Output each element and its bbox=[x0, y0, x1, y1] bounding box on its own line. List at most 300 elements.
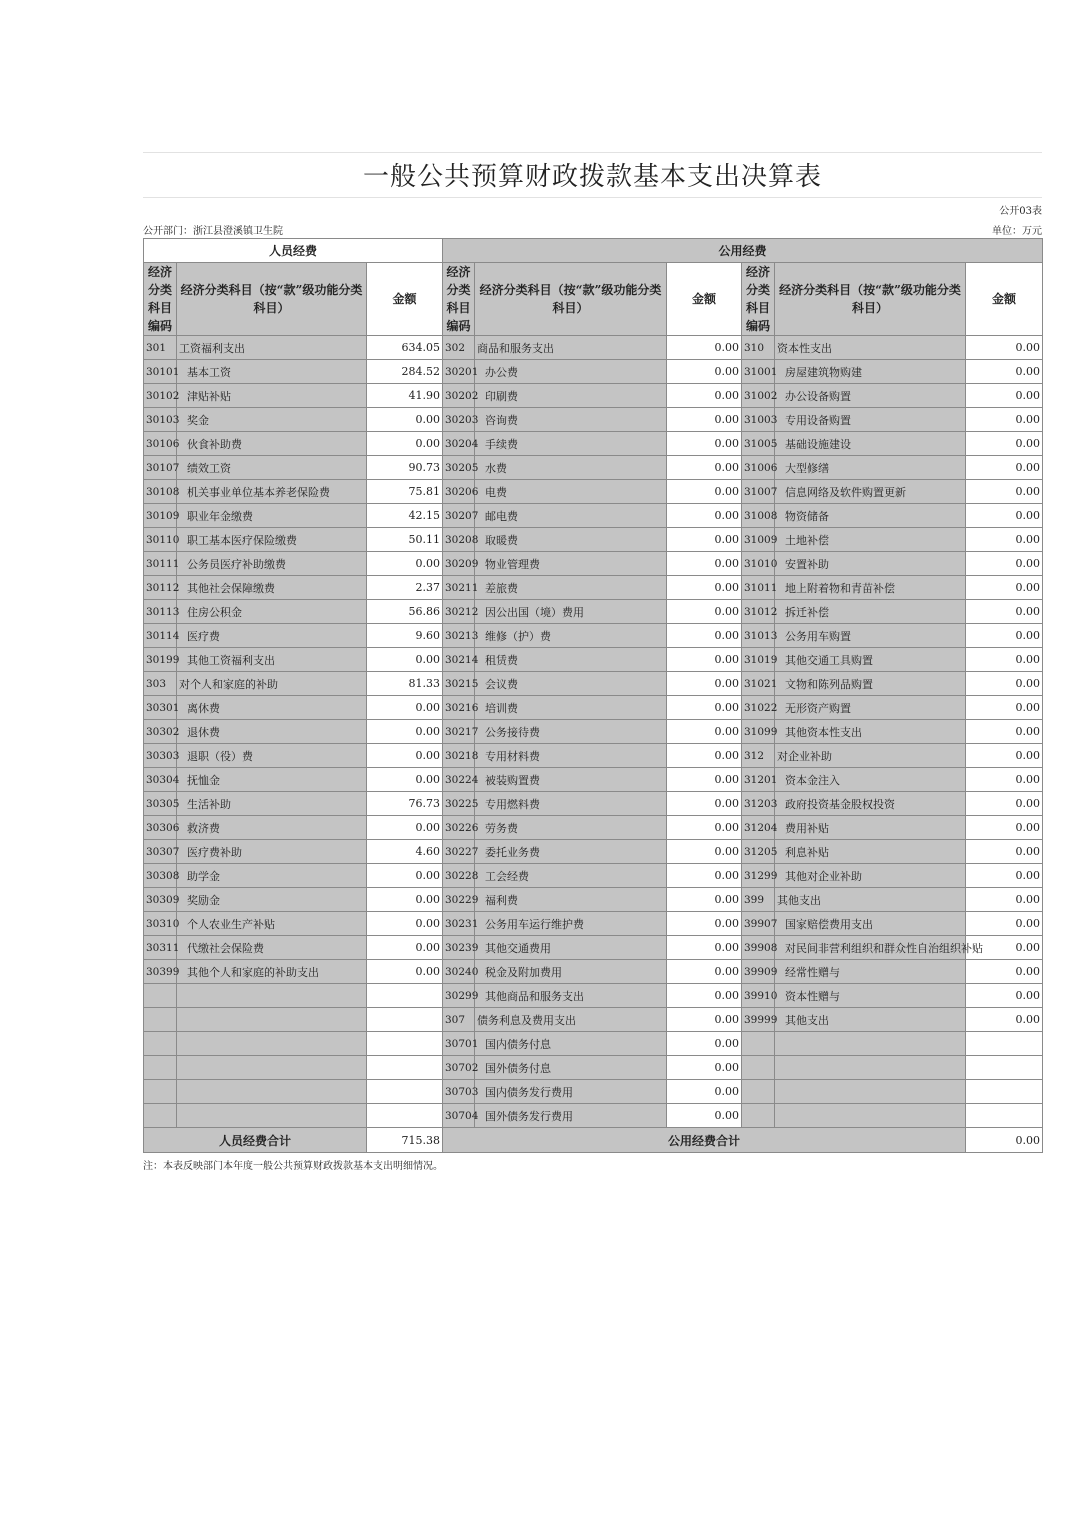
name-cell: 职业年金缴费 bbox=[177, 504, 367, 528]
table-row bbox=[144, 456, 1043, 480]
amount-cell: 0.00 bbox=[966, 864, 1043, 888]
name-cell: 医疗费 bbox=[177, 624, 367, 648]
table-body bbox=[144, 336, 1043, 1128]
public-total-value: 0.00 bbox=[966, 1128, 1043, 1153]
name-cell: 土地补偿 bbox=[775, 528, 966, 552]
name-cell: 住房公积金 bbox=[177, 600, 367, 624]
name-cell: 文物和陈列品购置 bbox=[775, 672, 966, 696]
amount-cell: 76.73 bbox=[367, 792, 443, 816]
code-cell: 30217 bbox=[443, 720, 475, 744]
name-cell: 印刷费 bbox=[475, 384, 667, 408]
name-cell: 对企业补助 bbox=[775, 744, 966, 768]
table-row bbox=[144, 1032, 1043, 1056]
amount-cell: 0.00 bbox=[667, 888, 742, 912]
table-row bbox=[144, 840, 1043, 864]
department-label: 公开部门：浙江县澄溪镇卫生院 bbox=[143, 226, 283, 237]
code-cell: 30218 bbox=[443, 744, 475, 768]
table-row bbox=[144, 576, 1043, 600]
amount-cell: 0.00 bbox=[966, 984, 1043, 1008]
name-cell bbox=[177, 1032, 367, 1056]
code-cell: 30301 bbox=[144, 696, 177, 720]
name-cell: 公务员医疗补助缴费 bbox=[177, 552, 367, 576]
code-cell: 31002 bbox=[742, 384, 775, 408]
code-cell: 30239 bbox=[443, 936, 475, 960]
code-cell bbox=[144, 1008, 177, 1032]
unit-label: 单位：万元 bbox=[992, 226, 1042, 237]
name-cell: 债务利息及费用支出 bbox=[475, 1008, 667, 1032]
header-code: 经济分类科目编码 bbox=[742, 263, 775, 336]
table-row bbox=[144, 480, 1043, 504]
amount-cell: 0.00 bbox=[966, 792, 1043, 816]
amount-cell: 0.00 bbox=[966, 744, 1043, 768]
amount-cell: 75.81 bbox=[367, 480, 443, 504]
amount-cell: 0.00 bbox=[966, 552, 1043, 576]
code-cell: 30112 bbox=[144, 576, 177, 600]
code-cell: 30308 bbox=[144, 864, 177, 888]
name-cell: 机关事业单位基本养老保险费 bbox=[177, 480, 367, 504]
amount-cell: 0.00 bbox=[667, 504, 742, 528]
expenditure-sheet bbox=[143, 152, 1042, 1172]
totals-row bbox=[144, 1128, 1043, 1153]
code-cell: 30399 bbox=[144, 960, 177, 984]
table-row bbox=[144, 504, 1043, 528]
amount-cell: 0.00 bbox=[966, 624, 1043, 648]
code-cell: 30299 bbox=[443, 984, 475, 1008]
amount-cell: 0.00 bbox=[667, 480, 742, 504]
name-cell: 离休费 bbox=[177, 696, 367, 720]
name-cell bbox=[177, 1104, 367, 1128]
amount-cell: 0.00 bbox=[367, 912, 443, 936]
code-cell: 30106 bbox=[144, 432, 177, 456]
name-cell: 其他支出 bbox=[775, 1008, 966, 1032]
code-cell: 31011 bbox=[742, 576, 775, 600]
name-cell: 劳务费 bbox=[475, 816, 667, 840]
table-row bbox=[144, 1104, 1043, 1128]
name-cell: 费用补贴 bbox=[775, 816, 966, 840]
code-cell: 31006 bbox=[742, 456, 775, 480]
name-cell bbox=[177, 1056, 367, 1080]
name-cell: 医疗费补助 bbox=[177, 840, 367, 864]
amount-cell: 0.00 bbox=[667, 744, 742, 768]
table-row bbox=[144, 744, 1043, 768]
amount-cell: 0.00 bbox=[667, 816, 742, 840]
name-cell: 专用燃料费 bbox=[475, 792, 667, 816]
name-cell: 生活补助 bbox=[177, 792, 367, 816]
name-cell: 救济费 bbox=[177, 816, 367, 840]
name-cell: 福利费 bbox=[475, 888, 667, 912]
code-cell: 31013 bbox=[742, 624, 775, 648]
code-cell: 31299 bbox=[742, 864, 775, 888]
amount-cell: 0.00 bbox=[667, 912, 742, 936]
code-cell: 31009 bbox=[742, 528, 775, 552]
amount-cell: 50.11 bbox=[367, 528, 443, 552]
table-row bbox=[144, 600, 1043, 624]
amount-cell: 0.00 bbox=[367, 408, 443, 432]
code-cell: 30103 bbox=[144, 408, 177, 432]
name-cell: 伙食补助费 bbox=[177, 432, 367, 456]
amount-cell: 0.00 bbox=[966, 576, 1043, 600]
code-cell: 30113 bbox=[144, 600, 177, 624]
name-cell: 拆迁补偿 bbox=[775, 600, 966, 624]
code-cell: 30240 bbox=[443, 960, 475, 984]
code-cell: 30216 bbox=[443, 696, 475, 720]
code-cell: 30208 bbox=[443, 528, 475, 552]
code-cell bbox=[742, 1056, 775, 1080]
name-cell: 无形资产购置 bbox=[775, 696, 966, 720]
table-row bbox=[144, 672, 1043, 696]
name-cell: 邮电费 bbox=[475, 504, 667, 528]
code-cell: 31021 bbox=[742, 672, 775, 696]
code-cell: 30303 bbox=[144, 744, 177, 768]
code-cell: 30305 bbox=[144, 792, 177, 816]
table-number-row bbox=[143, 198, 1042, 218]
code-cell: 30110 bbox=[144, 528, 177, 552]
amount-cell: 0.00 bbox=[667, 984, 742, 1008]
amount-cell bbox=[966, 1032, 1043, 1056]
header-code: 经济分类科目编码 bbox=[144, 263, 177, 336]
code-cell: 31204 bbox=[742, 816, 775, 840]
name-cell: 其他社会保障缴费 bbox=[177, 576, 367, 600]
code-cell: 30212 bbox=[443, 600, 475, 624]
amount-cell: 0.00 bbox=[667, 864, 742, 888]
table-row bbox=[144, 552, 1043, 576]
code-cell: 31022 bbox=[742, 696, 775, 720]
name-cell: 公务用车购置 bbox=[775, 624, 966, 648]
code-cell: 30226 bbox=[443, 816, 475, 840]
table-row bbox=[144, 696, 1043, 720]
code-cell: 30311 bbox=[144, 936, 177, 960]
amount-cell: 0.00 bbox=[966, 936, 1043, 960]
code-cell bbox=[144, 1104, 177, 1128]
name-cell: 资本金注入 bbox=[775, 768, 966, 792]
amount-cell: 0.00 bbox=[367, 720, 443, 744]
table-row bbox=[144, 960, 1043, 984]
code-cell: 30108 bbox=[144, 480, 177, 504]
table-row bbox=[144, 912, 1043, 936]
amount-cell bbox=[367, 1080, 443, 1104]
name-cell: 委托业务费 bbox=[475, 840, 667, 864]
code-cell: 30203 bbox=[443, 408, 475, 432]
code-cell: 303 bbox=[144, 672, 177, 696]
name-cell: 抚恤金 bbox=[177, 768, 367, 792]
name-cell: 差旅费 bbox=[475, 576, 667, 600]
header-amount: 金额 bbox=[667, 263, 742, 336]
name-cell: 维修（护）费 bbox=[475, 624, 667, 648]
amount-cell: 0.00 bbox=[966, 480, 1043, 504]
code-cell: 30702 bbox=[443, 1056, 475, 1080]
name-cell: 大型修缮 bbox=[775, 456, 966, 480]
code-cell: 31019 bbox=[742, 648, 775, 672]
code-cell: 30302 bbox=[144, 720, 177, 744]
code-cell bbox=[144, 1080, 177, 1104]
amount-cell: 0.00 bbox=[367, 864, 443, 888]
code-cell: 30201 bbox=[443, 360, 475, 384]
code-cell bbox=[144, 1056, 177, 1080]
amount-cell: 0.00 bbox=[966, 960, 1043, 984]
table-row bbox=[144, 528, 1043, 552]
name-cell bbox=[775, 1104, 966, 1128]
amount-cell: 0.00 bbox=[367, 888, 443, 912]
footnote: 注：本表反映部门本年度一般公共预算财政拨款基本支出明细情况。 bbox=[143, 1161, 443, 1172]
code-cell: 302 bbox=[443, 336, 475, 360]
name-cell: 奖金 bbox=[177, 408, 367, 432]
amount-cell: 90.73 bbox=[367, 456, 443, 480]
name-cell: 资本性赠与 bbox=[775, 984, 966, 1008]
header-name: 经济分类科目（按“款”级功能分类科目） bbox=[475, 263, 667, 336]
amount-cell: 42.15 bbox=[367, 504, 443, 528]
personnel-total-label: 人员经费合计 bbox=[144, 1128, 367, 1153]
code-cell: 30704 bbox=[443, 1104, 475, 1128]
amount-cell: 0.00 bbox=[966, 600, 1043, 624]
amount-cell bbox=[367, 1056, 443, 1080]
amount-cell: 0.00 bbox=[667, 936, 742, 960]
code-cell: 30310 bbox=[144, 912, 177, 936]
amount-cell: 0.00 bbox=[667, 360, 742, 384]
amount-cell: 0.00 bbox=[667, 720, 742, 744]
name-cell: 国外债务付息 bbox=[475, 1056, 667, 1080]
amount-cell bbox=[966, 1104, 1043, 1128]
name-cell: 工资福利支出 bbox=[177, 336, 367, 360]
amount-cell: 0.00 bbox=[667, 552, 742, 576]
amount-cell: 0.00 bbox=[667, 408, 742, 432]
name-cell: 对民间非营利组织和群众性自治组织补贴 bbox=[775, 936, 966, 960]
code-cell: 30307 bbox=[144, 840, 177, 864]
code-cell: 301 bbox=[144, 336, 177, 360]
name-cell: 公务用车运行维护费 bbox=[475, 912, 667, 936]
code-cell: 31205 bbox=[742, 840, 775, 864]
name-cell: 政府投资基金股权投资 bbox=[775, 792, 966, 816]
code-cell: 399 bbox=[742, 888, 775, 912]
amount-cell: 0.00 bbox=[367, 696, 443, 720]
header-name: 经济分类科目（按“款”级功能分类科目） bbox=[177, 263, 367, 336]
name-cell: 退休费 bbox=[177, 720, 367, 744]
amount-cell: 0.00 bbox=[966, 672, 1043, 696]
amount-cell: 0.00 bbox=[966, 456, 1043, 480]
name-cell: 物业管理费 bbox=[475, 552, 667, 576]
name-cell: 会议费 bbox=[475, 672, 667, 696]
name-cell: 基本工资 bbox=[177, 360, 367, 384]
code-cell: 30304 bbox=[144, 768, 177, 792]
code-cell: 30215 bbox=[443, 672, 475, 696]
name-cell: 地上附着物和青苗补偿 bbox=[775, 576, 966, 600]
amount-cell: 0.00 bbox=[966, 408, 1043, 432]
table-row bbox=[144, 1056, 1043, 1080]
amount-cell: 0.00 bbox=[966, 888, 1043, 912]
table-row bbox=[144, 768, 1043, 792]
amount-cell: 0.00 bbox=[667, 432, 742, 456]
code-cell: 30111 bbox=[144, 552, 177, 576]
amount-cell bbox=[367, 984, 443, 1008]
amount-cell: 0.00 bbox=[667, 1104, 742, 1128]
code-cell: 30102 bbox=[144, 384, 177, 408]
name-cell: 经常性赠与 bbox=[775, 960, 966, 984]
header-amount: 金额 bbox=[966, 263, 1043, 336]
name-cell: 因公出国（境）费用 bbox=[475, 600, 667, 624]
name-cell: 取暖费 bbox=[475, 528, 667, 552]
name-cell: 资本性支出 bbox=[775, 336, 966, 360]
amount-cell: 0.00 bbox=[367, 552, 443, 576]
code-cell: 30229 bbox=[443, 888, 475, 912]
name-cell: 办公费 bbox=[475, 360, 667, 384]
amount-cell: 9.60 bbox=[367, 624, 443, 648]
amount-cell: 0.00 bbox=[367, 648, 443, 672]
table-row bbox=[144, 432, 1043, 456]
amount-cell: 0.00 bbox=[966, 648, 1043, 672]
table-row bbox=[144, 936, 1043, 960]
name-cell bbox=[775, 1032, 966, 1056]
amount-cell: 0.00 bbox=[367, 936, 443, 960]
amount-cell: 2.37 bbox=[367, 576, 443, 600]
name-cell: 国内债务付息 bbox=[475, 1032, 667, 1056]
amount-cell: 0.00 bbox=[667, 1056, 742, 1080]
name-cell: 国外债务发行费用 bbox=[475, 1104, 667, 1128]
amount-cell: 0.00 bbox=[667, 672, 742, 696]
name-cell: 其他资本性支出 bbox=[775, 720, 966, 744]
section-personnel: 人员经费 bbox=[144, 239, 443, 263]
name-cell: 被装购置费 bbox=[475, 768, 667, 792]
code-cell: 31008 bbox=[742, 504, 775, 528]
sheet-title: 一般公共预算财政拨款基本支出决算表 bbox=[143, 152, 1042, 198]
code-cell: 30228 bbox=[443, 864, 475, 888]
table-row bbox=[144, 792, 1043, 816]
amount-cell bbox=[966, 1056, 1043, 1080]
section-header-row bbox=[144, 239, 1043, 263]
amount-cell: 41.90 bbox=[367, 384, 443, 408]
table-row bbox=[144, 1080, 1043, 1104]
code-cell: 31203 bbox=[742, 792, 775, 816]
amount-cell: 4.60 bbox=[367, 840, 443, 864]
code-cell bbox=[742, 1104, 775, 1128]
code-cell: 31010 bbox=[742, 552, 775, 576]
name-cell: 咨询费 bbox=[475, 408, 667, 432]
name-cell bbox=[177, 1008, 367, 1032]
name-cell: 代缴社会保险费 bbox=[177, 936, 367, 960]
code-cell: 31099 bbox=[742, 720, 775, 744]
name-cell: 利息补贴 bbox=[775, 840, 966, 864]
amount-cell: 0.00 bbox=[367, 960, 443, 984]
code-cell: 30109 bbox=[144, 504, 177, 528]
code-cell: 39999 bbox=[742, 1008, 775, 1032]
amount-cell: 634.05 bbox=[367, 336, 443, 360]
amount-cell: 0.00 bbox=[966, 360, 1043, 384]
code-cell: 310 bbox=[742, 336, 775, 360]
name-cell: 水费 bbox=[475, 456, 667, 480]
code-cell: 30211 bbox=[443, 576, 475, 600]
amount-cell: 0.00 bbox=[667, 336, 742, 360]
personnel-total-value: 715.38 bbox=[367, 1128, 443, 1153]
name-cell: 国家赔偿费用支出 bbox=[775, 912, 966, 936]
header-name: 经济分类科目（按“款”级功能分类科目） bbox=[775, 263, 966, 336]
amount-cell: 0.00 bbox=[966, 912, 1043, 936]
code-cell: 30205 bbox=[443, 456, 475, 480]
amount-cell: 0.00 bbox=[667, 768, 742, 792]
name-cell bbox=[177, 1080, 367, 1104]
amount-cell: 0.00 bbox=[667, 1008, 742, 1032]
name-cell: 职工基本医疗保险缴费 bbox=[177, 528, 367, 552]
table-row bbox=[144, 408, 1043, 432]
section-public: 公用经费 bbox=[443, 239, 1043, 263]
expenditure-table bbox=[143, 238, 1043, 1153]
code-cell bbox=[742, 1032, 775, 1056]
code-cell: 312 bbox=[742, 744, 775, 768]
amount-cell: 0.00 bbox=[667, 1032, 742, 1056]
name-cell bbox=[177, 984, 367, 1008]
amount-cell: 81.33 bbox=[367, 672, 443, 696]
amount-cell: 0.00 bbox=[367, 768, 443, 792]
code-cell: 30114 bbox=[144, 624, 177, 648]
name-cell: 手续费 bbox=[475, 432, 667, 456]
column-header-row bbox=[144, 263, 1043, 336]
name-cell: 电费 bbox=[475, 480, 667, 504]
public-total-label: 公用经费合计 bbox=[443, 1128, 966, 1153]
name-cell: 其他交通费用 bbox=[475, 936, 667, 960]
amount-cell: 284.52 bbox=[367, 360, 443, 384]
name-cell: 绩效工资 bbox=[177, 456, 367, 480]
name-cell: 专用材料费 bbox=[475, 744, 667, 768]
code-cell bbox=[144, 1032, 177, 1056]
table-row bbox=[144, 888, 1043, 912]
code-cell: 30703 bbox=[443, 1080, 475, 1104]
code-cell: 39910 bbox=[742, 984, 775, 1008]
table-row bbox=[144, 984, 1043, 1008]
code-cell: 31007 bbox=[742, 480, 775, 504]
name-cell: 房屋建筑物购建 bbox=[775, 360, 966, 384]
table-row bbox=[144, 1008, 1043, 1032]
code-cell: 39907 bbox=[742, 912, 775, 936]
amount-cell bbox=[367, 1104, 443, 1128]
amount-cell: 0.00 bbox=[966, 720, 1043, 744]
name-cell: 办公设备购置 bbox=[775, 384, 966, 408]
amount-cell: 0.00 bbox=[367, 816, 443, 840]
name-cell: 助学金 bbox=[177, 864, 367, 888]
amount-cell: 0.00 bbox=[966, 504, 1043, 528]
code-cell: 39908 bbox=[742, 936, 775, 960]
amount-cell: 0.00 bbox=[367, 432, 443, 456]
amount-cell: 0.00 bbox=[667, 696, 742, 720]
code-cell: 31201 bbox=[742, 768, 775, 792]
name-cell: 奖励金 bbox=[177, 888, 367, 912]
department-row bbox=[143, 218, 1042, 238]
amount-cell: 0.00 bbox=[966, 768, 1043, 792]
name-cell: 工会经费 bbox=[475, 864, 667, 888]
name-cell: 其他交通工具购置 bbox=[775, 648, 966, 672]
amount-cell: 0.00 bbox=[667, 792, 742, 816]
name-cell: 物资储备 bbox=[775, 504, 966, 528]
amount-cell bbox=[367, 1008, 443, 1032]
name-cell: 培训费 bbox=[475, 696, 667, 720]
name-cell bbox=[775, 1056, 966, 1080]
amount-cell: 0.00 bbox=[667, 624, 742, 648]
code-cell: 30225 bbox=[443, 792, 475, 816]
amount-cell: 0.00 bbox=[966, 840, 1043, 864]
code-cell: 30214 bbox=[443, 648, 475, 672]
code-cell: 30202 bbox=[443, 384, 475, 408]
amount-cell: 0.00 bbox=[667, 384, 742, 408]
amount-cell: 0.00 bbox=[667, 1080, 742, 1104]
amount-cell: 0.00 bbox=[667, 600, 742, 624]
code-cell: 307 bbox=[443, 1008, 475, 1032]
table-row bbox=[144, 720, 1043, 744]
name-cell bbox=[775, 1080, 966, 1104]
code-cell: 30204 bbox=[443, 432, 475, 456]
code-cell: 31001 bbox=[742, 360, 775, 384]
code-cell: 30309 bbox=[144, 888, 177, 912]
header-amount: 金额 bbox=[367, 263, 443, 336]
name-cell: 税金及附加费用 bbox=[475, 960, 667, 984]
code-cell: 31005 bbox=[742, 432, 775, 456]
amount-cell bbox=[367, 1032, 443, 1056]
table-row bbox=[144, 864, 1043, 888]
